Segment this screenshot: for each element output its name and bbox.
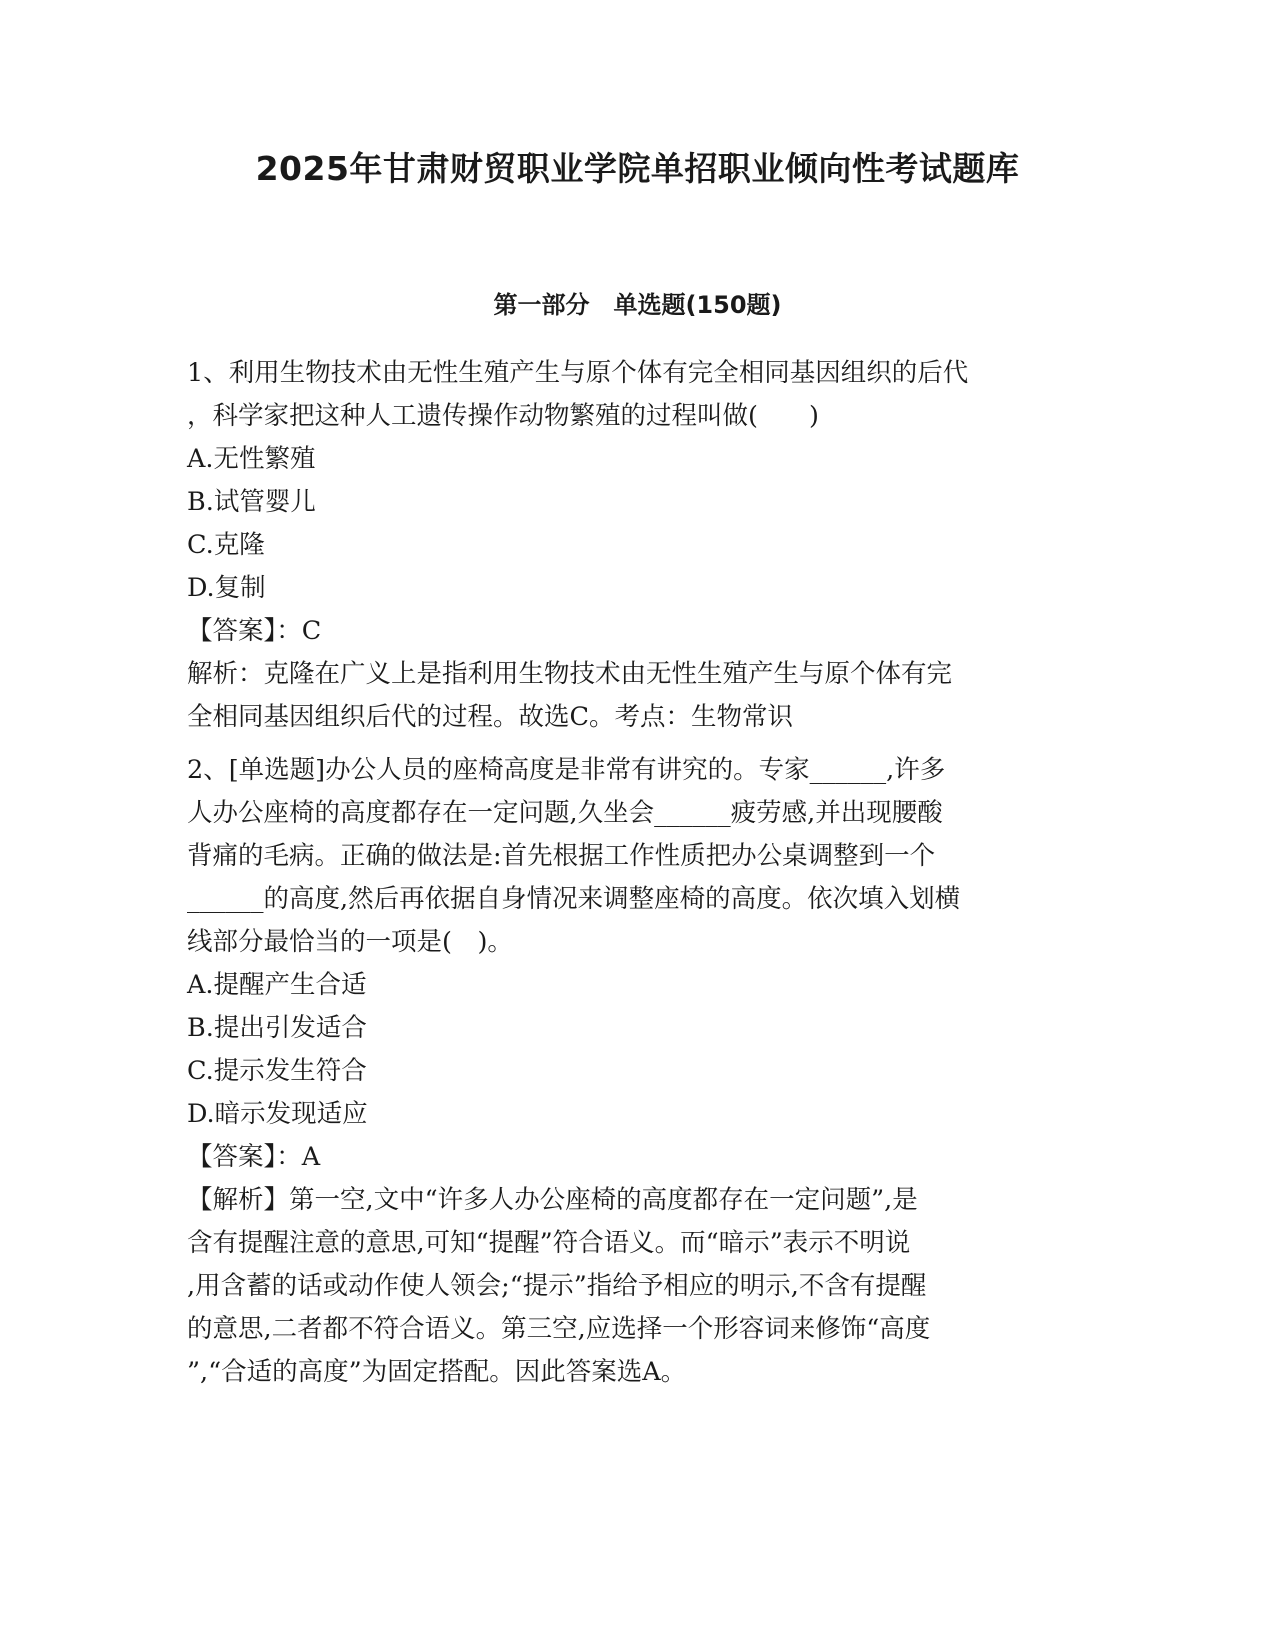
analysis-block xyxy=(187,1179,1077,1394)
analysis-line: 的意思,二者都不符合语义。第三空,应选择一个形容词来修饰“高度 xyxy=(187,1314,931,1344)
analysis-line: ”,“合适的高度”为固定搭配。因此答案选A。 xyxy=(187,1357,687,1387)
analysis-line: 全相同基因组织后代的过程。故选C。考点：生物常识 xyxy=(187,702,794,732)
stem-line: 人办公座椅的高度都存在一定问题,久坐会______疲劳感,并出现腰酸 xyxy=(187,798,943,828)
analysis-line: 【解析】第一空,文中“许多人办公座椅的高度都存在一定问题”,是 xyxy=(187,1185,918,1215)
option-list xyxy=(187,438,1077,610)
option-c: C.克隆 xyxy=(187,530,265,560)
option-list xyxy=(187,964,1077,1136)
analysis-line: 含有提醒注意的意思,可知“提醒”符合语义。而“暗示”表示不明说 xyxy=(187,1228,911,1258)
option-d: D.复制 xyxy=(187,573,266,603)
answer-line: 【答案】：C xyxy=(187,616,322,646)
analysis-line: ,用含蓄的话或动作使人领会;“提示”指给予相应的明示,不含有提醒 xyxy=(187,1271,927,1301)
document-title: 2025年甘肃财贸职业学院单招职业倾向性考试题库 xyxy=(255,149,1020,188)
option-b: B.试管婴儿 xyxy=(187,487,316,517)
option-b: B.提出引发适合 xyxy=(187,1013,367,1043)
stem-line: 背痛的毛病。正确的做法是:首先根据工作性质把办公桌调整到一个 xyxy=(187,841,936,871)
option-c: C.提示发生符合 xyxy=(187,1056,367,1086)
option-d: D.暗示发现适应 xyxy=(187,1099,368,1129)
question-stem xyxy=(187,749,1077,964)
question-item xyxy=(187,749,1077,1394)
question-gap xyxy=(187,739,1077,749)
stem-line: ，科学家把这种人工遗传操作动物繁殖的过程叫做( ) xyxy=(187,401,819,431)
stem-line: 线部分最恰当的一项是( )。 xyxy=(187,927,513,957)
stem-line: 2、[单选题]办公人员的座椅高度是非常有讲究的。专家______,许多 xyxy=(187,755,946,785)
analysis-line: 解析：克隆在广义上是指利用生物技术由无性生殖产生与原个体有完 xyxy=(187,659,953,689)
question-item xyxy=(187,352,1077,739)
section-heading: 第一部分 单选题(150题) xyxy=(493,291,782,319)
option-a: A.提醒产生合适 xyxy=(187,970,367,1000)
option-a: A.无性繁殖 xyxy=(187,444,316,474)
question-list xyxy=(187,352,1077,1394)
stem-line: ______的高度,然后再依据自身情况来调整座椅的高度。依次填入划横 xyxy=(187,884,961,914)
stem-line: 1、利用生物技术由无性生殖产生与原个体有完全相同基因组织的后代 xyxy=(187,358,969,388)
answer-line: 【答案】：A xyxy=(187,1142,321,1172)
question-stem xyxy=(187,352,1077,438)
analysis-block xyxy=(187,653,1077,739)
